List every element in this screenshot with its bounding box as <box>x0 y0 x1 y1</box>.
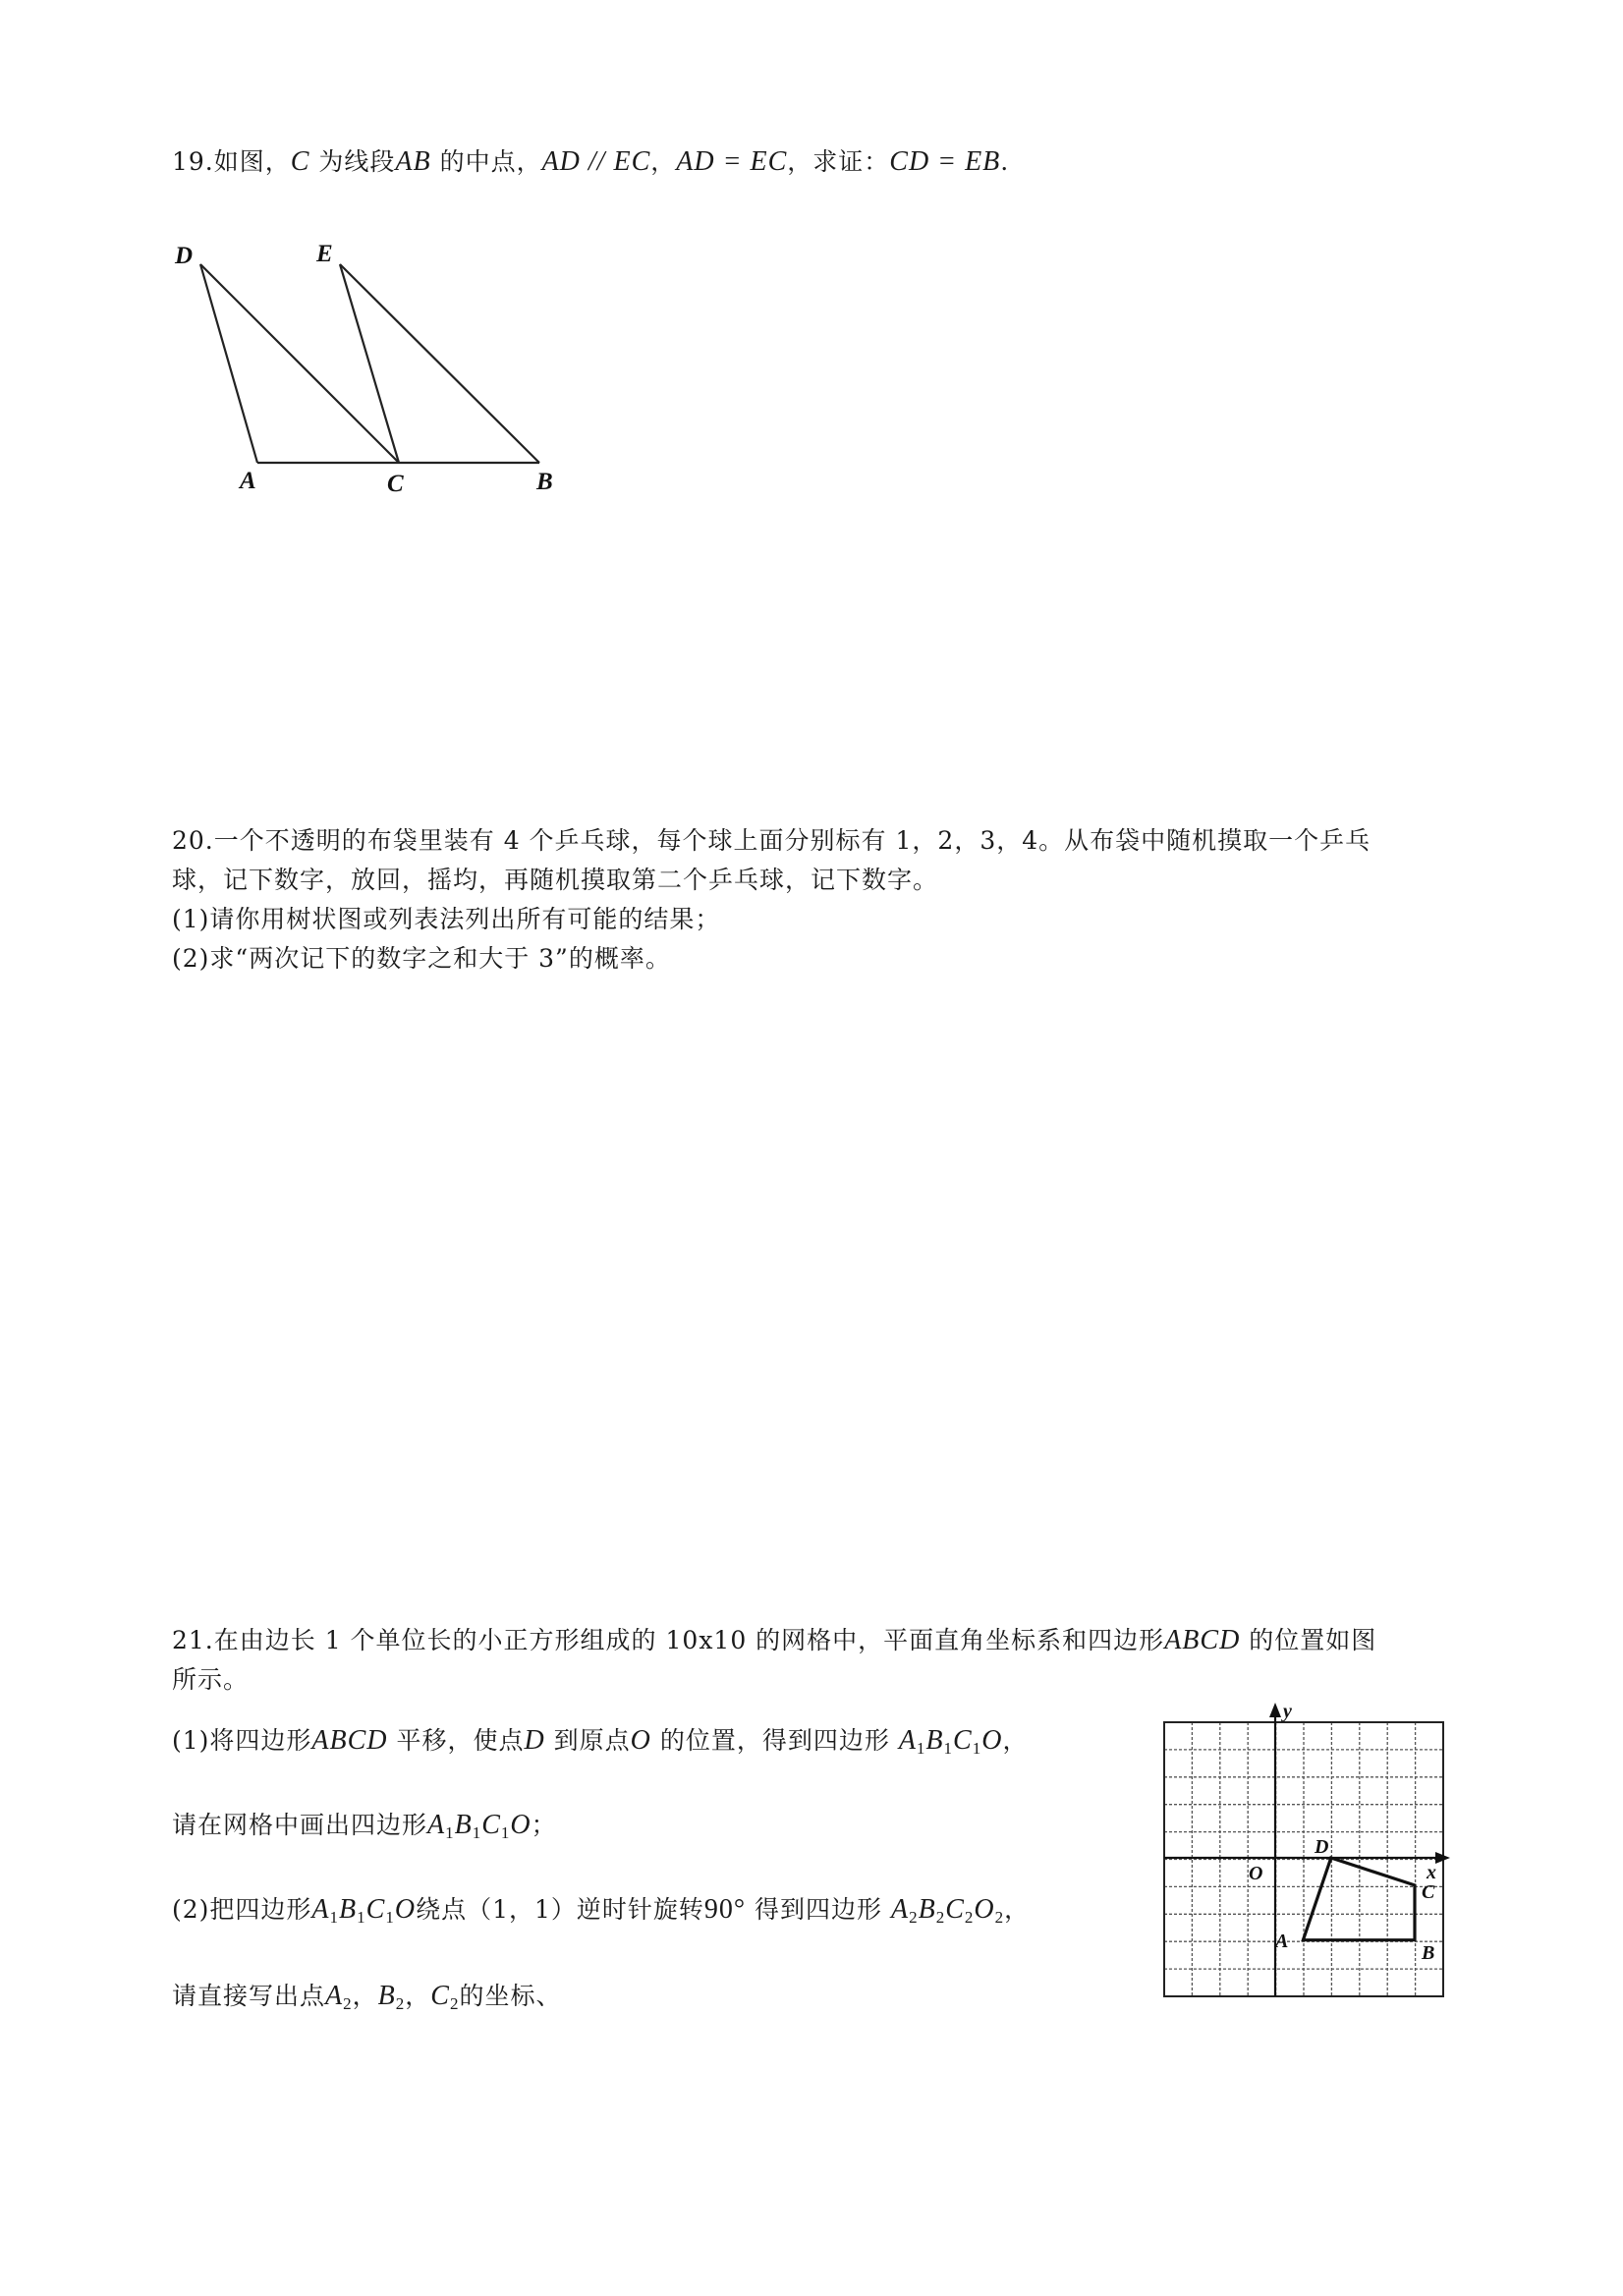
label-axis-y: y <box>1283 1701 1292 1722</box>
q21-line-1: 21.在由边长 1 个单位长的小正方形组成的 10x10 的网格中，平面直角坐标系和四边形ABCD 的位置如图 <box>172 1625 1377 1655</box>
q21-part-2-line-1: (2)把四边形$A_1B_1C_1O$绕点（1，1）逆时针旋转90° 得到四边形 $A_2B_2C_2O_2$， <box>172 1894 1031 1927</box>
q19-goal: CD = EB <box>889 146 1001 177</box>
label-axis-x: x <box>1427 1862 1436 1883</box>
label-point-a: A <box>240 468 256 494</box>
label-point-c: C <box>387 471 404 497</box>
label-grid-b: B <box>1422 1942 1435 1964</box>
label-grid-a: A <box>1275 1931 1289 1952</box>
q19-condition-equal: AD = EC <box>676 146 788 177</box>
quad-a1b1c1o: $A_1B_1C_1O$ <box>898 1725 1003 1758</box>
q19-condition-parallel: AD // EC <box>541 146 651 177</box>
q20-part-1: (1)请你用树状图或列表法列出所有可能的结果； <box>172 905 721 933</box>
label-origin: O <box>1249 1863 1263 1884</box>
q21-part-2-line-2: 请直接写出点$A_2$，$B_2$，$C_2$的坐标、 <box>172 1981 562 2013</box>
q21-part-1-line-1: (1)将四边形ABCD 平移，使点D 到原点O 的位置，得到四边形 $A_1B_1C_1O$， <box>172 1725 1029 1758</box>
q20-line-1: 20.一个不透明的布袋里装有 4 个乒乓球，每个球上面分别标有 1，2，3，4。从布袋中随机摸取一个乒乓 <box>172 826 1371 855</box>
y-axis-arrow-icon <box>1269 1703 1281 1717</box>
q21-part-1-line-2: 请在网格中画出四边形$A_1B_1C_1O$； <box>172 1810 557 1842</box>
label-grid-d: D <box>1315 1836 1329 1858</box>
q20-part-2: (2)求“两次记下的数字之和大于 3”的概率。 <box>172 944 671 973</box>
label-point-e: E <box>316 241 333 267</box>
label-point-b: B <box>536 469 553 495</box>
quad-a2b2c2o2: $A_2B_2C_2O_2$ <box>890 1894 1005 1927</box>
q20-line-2: 球，记下数字，放回，摇均，再随机摸取第二个乒乓球，记下数字。 <box>172 866 939 894</box>
q19-statement: 19.如图，C 为线段AB 的中点，AD // EC，AD = EC，求证：CD = EB. <box>172 146 1010 177</box>
label-point-d: D <box>175 243 194 269</box>
q21-line-2: 所示。 <box>172 1665 250 1694</box>
label-grid-c: C <box>1422 1881 1435 1903</box>
